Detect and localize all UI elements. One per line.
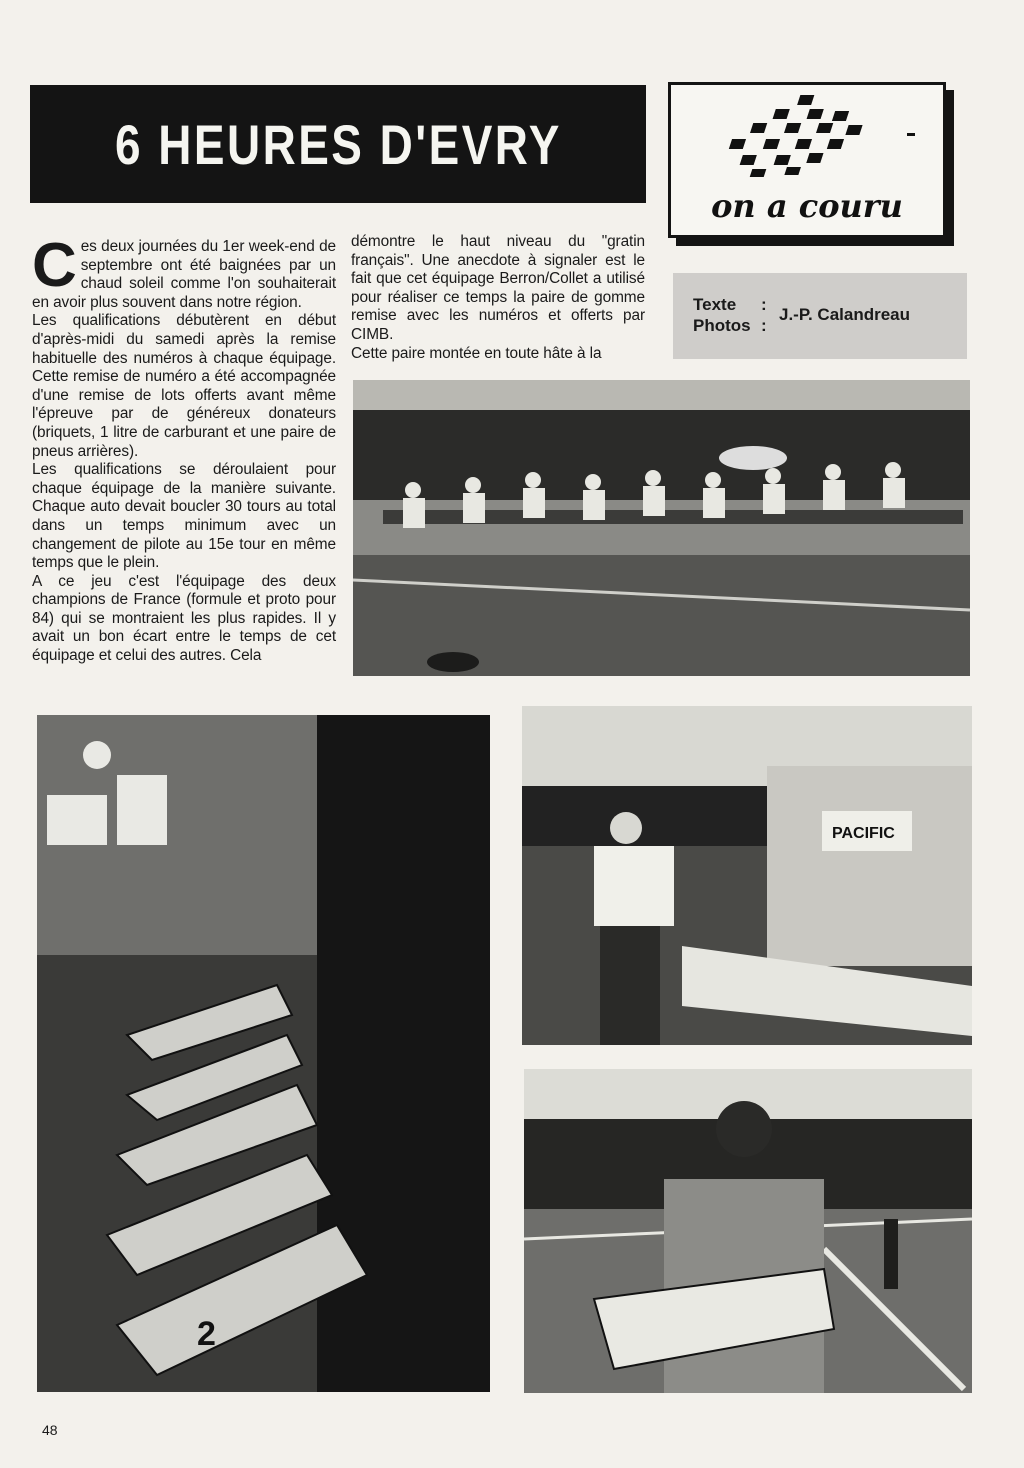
article-paragraph: A ce jeu c'est l'équipage des deux champions de France (formule et proto pour 84) qui se montraient les plus rapides. Il y avait un bon écart entre le temps de cet équipage et celui des autres. Cela xyxy=(32,572,336,665)
paragraph-text: es deux journées du 1er week-end de septembre ont été baignées par un chaud soleil comme l'on souhaiterait en avoir plus souvent dans notre région. xyxy=(32,238,336,311)
photos-label: Photos xyxy=(693,316,751,335)
credits-colon: : xyxy=(761,316,767,335)
article-paragraph: démontre le haut niveau du "gratin français". Une anecdote à signaler est le fait que cet équipage Berron/Collet a utilisé pour réaliser ce temps la paire de gomme remise avec les numéros et offerts par CIMB. xyxy=(351,233,645,343)
article-title-bar xyxy=(30,85,646,203)
car-number-label: 2 xyxy=(197,1315,216,1353)
texte-label: Texte xyxy=(693,295,737,314)
photo-trophy-table xyxy=(522,706,972,1045)
article-title: 6 HEURES D'EVRY xyxy=(114,112,562,176)
drop-cap: C xyxy=(32,231,77,300)
article-paragraph: Les qualifications se déroulaient pour chaque équipage de la manière suivante. Chaque auto devait boucler 30 tours au total dans un temps minimum avec un changement de pilote au 15e tour en même temps que le plein. xyxy=(32,461,336,572)
photo-cars-lineup xyxy=(37,715,490,1392)
credits-box xyxy=(673,273,967,359)
credits-colon: : xyxy=(761,295,767,314)
article-paragraph: Les qualifications débutèrent en début d'après-midi du samedi après la remise habituelle des numéros à chaque équipage. Cette remise de numéro a été accompagnée d'une remise de lots offerts avant même l'épreuve par de généreux donateurs (briquets, 1 litre de carburant et une paire de pneus arrières). xyxy=(32,312,336,460)
logo-text: on a couru xyxy=(711,187,903,225)
article-paragraph xyxy=(32,231,336,312)
photo-drivers-stand xyxy=(353,380,970,676)
checkered-flag-icon xyxy=(671,85,943,195)
race-logo xyxy=(668,82,946,238)
credits-author: J.-P. Calandreau xyxy=(779,305,911,324)
sign-text: PACIFIC xyxy=(832,825,895,842)
page-number: 48 xyxy=(42,1422,58,1438)
article-column-1 xyxy=(32,231,336,666)
photo-winner-trophy xyxy=(524,1069,972,1393)
article-column-2 xyxy=(351,233,645,363)
article-paragraph: Cette paire montée en toute hâte à la xyxy=(351,344,602,362)
